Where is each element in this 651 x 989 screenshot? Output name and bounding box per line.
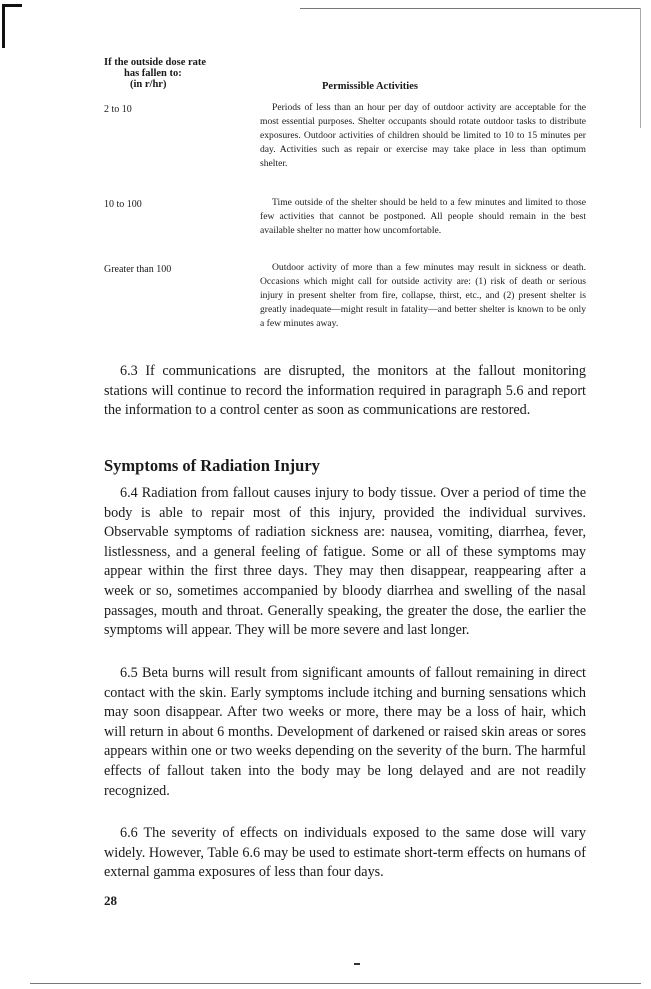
table-row-rate: Greater than 100 <box>104 264 172 275</box>
edge-rule <box>640 8 641 128</box>
paragraph-6-3: 6.3 If communications are disrupted, the monitors at the fallout monitoring stations will continue to record the information required in paragraph 5.6 and report the information to a control center as soon as communications are restored. <box>104 363 586 419</box>
paragraph-6-6: 6.6 The severity of effects on individuals exposed to the same dose will vary widely. However, Table 6.6 may be used to estimate short-term effects on humans of external gamma exposures of less than four days. <box>104 825 586 881</box>
table-row-text: Outdoor activity of more than a few minutes may result in sickness or death. Occasions which might call for outside activity are: (1) risk of death or serious injury in present shelter from fire, collapse, thirst, etc., and (2) present shelter is greatly inadequate—might result in fatality—and better shelter is known to be only a few minutes away. <box>260 262 586 329</box>
top-rule <box>300 8 640 9</box>
table-header-dose-rate <box>104 57 274 90</box>
corner-mark-horizontal <box>2 4 22 7</box>
table-header-line-3: (in r/hr) <box>130 79 167 90</box>
paragraph-6-4: 6.4 Radiation from fallout causes injury to body tissue. Over a period of time the body is able to repair most of this injury, provided the individual survives. Observable symptoms of radiation sickness are: nausea, vomiting, diarrhea, fever, listlessness, and a general feeling of fatigue. Some or all of these symptoms may appear within the first three days. They may then disappear, reappearing after a week or so, sometimes accompanied by bloody diarrhea and swelling of the nasal passages, mouth and throat. Generally speaking, the greater the dose, the earlier the symptoms will appear. They will be more severe and last longer. <box>104 485 586 639</box>
table-row-text: Periods of less than an hour per day of outdoor activity are acceptable for the most essential purposes. Shelter occupants should rotate outdoor tasks to distribute exposures. Outdoor activities of children should be limited to 10 to 15 minutes per day. Activities such as repair or exercise may take place in less than optimum shelter. <box>260 102 586 169</box>
table-header-activities: Permissible Activities <box>322 81 418 92</box>
section-heading: Symptoms of Radiation Injury <box>104 456 320 475</box>
page-number: 28 <box>104 893 117 908</box>
table-row-rate: 10 to 100 <box>104 199 142 210</box>
scan-mark <box>354 963 360 965</box>
table-row-text: Time outside of the shelter should be held to a few minutes and limited to those few activities that cannot be postponed. All people should remain in the best available shelter no matter how uncomfortable. <box>260 197 586 236</box>
table-header-line-1: If the outside dose rate <box>104 57 207 68</box>
paragraph-6-5: 6.5 Beta burns will result from significant amounts of fallout remaining in direct contact with the skin. Early symptoms include itching and burning sensations which may soon disappear. After two weeks or more, there may be a loss of hair, which will return in about 6 months. Development of darkened or raised skin areas or sores appears within one or two weeks depending on the severity of the burn. The harmful effects of fallout taken into the body may be long delayed and are not readily recognized. <box>104 665 586 799</box>
bottom-rule <box>30 983 641 984</box>
corner-mark <box>2 4 5 48</box>
table-header-line-2: has fallen to: <box>124 68 182 79</box>
table-row-rate: 2 to 10 <box>104 104 132 115</box>
